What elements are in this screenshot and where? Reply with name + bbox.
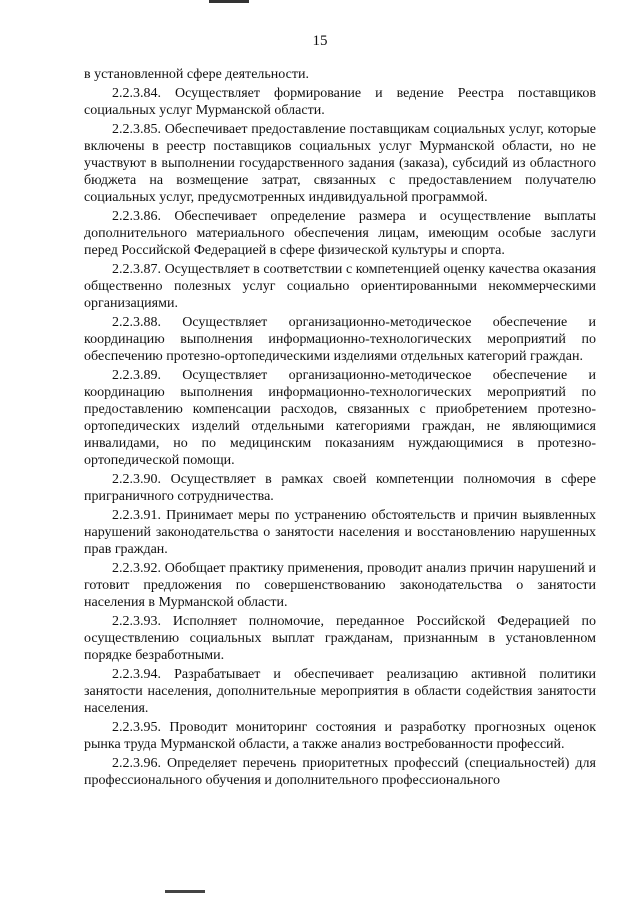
paragraph-2-2-3-84: 2.2.3.84. Осуществляет формирование и ведение Реестра поставщиков социальных услуг Мурманской области. — [84, 86, 596, 118]
paragraph-2-2-3-92: 2.2.3.92. Обобщает практику применения, проводит анализ причин нарушений и готовит предложения по совершенствованию законодательства о занятости населения в Мурманской области. — [84, 561, 596, 610]
paragraph-2-2-3-87: 2.2.3.87. Осуществляет в соответствии с компетенцией оценку качества оказания общественно полезных услуг социально ориентированными некоммерческими организациями. — [84, 262, 596, 311]
paragraph-2-2-3-88: 2.2.3.88. Осуществляет организационно-методическое обеспечение и координацию выполнения информационно-технологических мероприятий по обеспечению протезно-ортопедическими изделиями отдельных категорий граждан. — [84, 315, 596, 364]
scan-artifact-top — [209, 0, 249, 3]
paragraph-2-2-3-95: 2.2.3.95. Проводит мониторинг состояния и разработку прогнозных оценок рынка труда Мурманской области, а также анализ востребованности профессий. — [84, 720, 596, 752]
page-number: 15 — [312, 33, 328, 49]
paragraph-2-2-3-90: 2.2.3.90. Осуществляет в рамках своей компетенции полномочия в сфере приграничного сотрудничества. — [84, 472, 596, 504]
paragraph-2-2-3-96: 2.2.3.96. Определяет перечень приоритетных профессий (специальностей) для профессионального обучения и дополнительного профессионального — [84, 756, 596, 788]
document-body — [84, 66, 596, 791]
scan-artifact-bottom — [165, 890, 205, 893]
paragraph-continuation: в установленной сфере деятельности. — [84, 67, 309, 82]
paragraph-2-2-3-93: 2.2.3.93. Исполняет полномочие, переданное Российской Федерацией по осуществлению социальных выплат гражданам, признанным в установленном порядке безработными. — [84, 614, 596, 663]
paragraph-2-2-3-89: 2.2.3.89. Осуществляет организационно-методическое обеспечение и координацию выполнения информационно-технологических мероприятий по предоставлению компенсации расходов, связанных с приобретением протезно-ортопедических изделий отдельными категориями граждан, не являющимися инвалидами, но по медицинским показаниям нуждающимися в протезно-ортопедической помощи. — [84, 368, 596, 468]
paragraph-2-2-3-91: 2.2.3.91. Принимает меры по устранению обстоятельств и причин выявленных нарушений законодательства о занятости населения и восстановлению нарушенных прав граждан. — [84, 508, 596, 557]
paragraph-2-2-3-85: 2.2.3.85. Обеспечивает предоставление поставщикам социальных услуг, которые включены в реестр поставщиков социальных услуг Мурманской области, но не участвуют в выполнении государственного задания (заказа), субсидий из областного бюджета на возмещение затрат, связанных с предоставлением получателю социальных услуг, предусмотренных индивидуальной программой. — [84, 122, 596, 205]
paragraph-2-2-3-86: 2.2.3.86. Обеспечивает определение размера и осуществление выплаты дополнительного материального обеспечения лицам, имеющим особые заслуги перед Российской Федерацией в сфере физической культуры и спорта. — [84, 209, 596, 258]
paragraph-2-2-3-94: 2.2.3.94. Разрабатывает и обеспечивает реализацию активной политики занятости населения, дополнительные мероприятия в области содействия занятости населения. — [84, 667, 596, 716]
